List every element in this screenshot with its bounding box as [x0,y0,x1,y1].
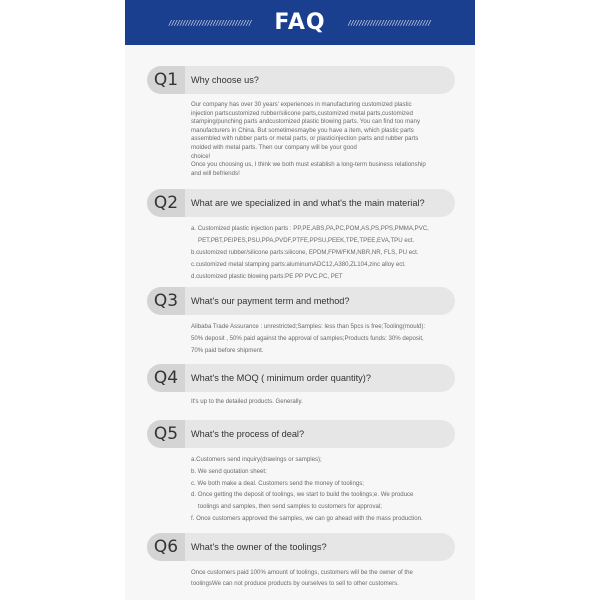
answer-text [191,567,453,589]
answer-line: Once customers paid 100% amount of toolings, customers will be the owner of the [191,569,413,576]
answer-line: c.customized metal stamping parts:aluminumADC12,A380,ZL104,zinc alloy ect. [191,261,406,268]
page-title: FAQ [274,10,326,35]
answer-text [191,223,453,283]
decor-slashes-left: ////////////////////////////// [168,18,252,27]
answer-line: stamping/punching parts andcustomized plastic blowing parts. You can find too many [191,118,420,126]
question-number-badge: Q3 [147,287,185,315]
answer-line: b.customized rubber/silicone parts:silicone, EPDM,FPM/FKM,NBR,NR, FLS, PU ect. [191,249,419,256]
answer-text [191,321,453,357]
answer-line: d.customized plastic blowing parts:PE PP PVC.PC, PET [191,273,343,280]
answer-line: b. We send quotation sheet; [191,467,267,475]
question-number-badge: Q5 [147,420,185,448]
answer-text [191,101,453,178]
answer-line: injection partscustomized rubber/silicone parts,customized metal parts,customized [191,109,413,117]
question-text: What are we specialized in and what's the main material? [191,198,425,208]
faq-page [125,0,475,600]
question-number-badge: Q4 [147,364,185,392]
answer-line: It's up to the detailed products. Generally. [191,398,303,405]
answer-line: Alibaba Trade Assurance : unrestricted;Samples: less than 5pcs is free;Tooling(mould): [191,323,426,330]
question-text: What's the MOQ ( minimum order quantity)? [191,373,371,383]
answer-line: a.Customers send inquiry(drawings or samples); [191,456,322,463]
answer-line: PET,PBT,PEIPES,PSU,PPA,PVDF,PTFE,PPSU,PEEK,TPE,TPEE,EVA,TPU ect. [198,237,415,244]
answer-line: Once you choosing us, I think we both must establish a long-term business relationship [191,161,426,169]
answer-text [191,454,453,525]
question-text: Why choose us? [191,75,259,85]
answer-line: choice! [191,152,211,160]
question-number-badge: Q2 [147,189,185,217]
question-text: What's the process of deal? [191,429,305,439]
answer-line: molded with metal parts. Then our company will be your good [191,143,357,151]
answer-line: d. Once getting the deposit of toolings, we start to build the toolings;e. We produce [191,491,414,499]
question-text: What's our payment term and method? [191,296,350,306]
answer-line: a. Customized plastic injection parts : PP,PE,ABS,PA,PC,POM,AS,PS,PPS,PMMA,PVC, [191,225,429,232]
faq-header [125,0,475,45]
answer-line: and will befriends! [191,169,240,177]
answer-line: c. We both make a deal. Customers send the money of toolings; [191,479,364,487]
question-number-badge: Q6 [147,533,185,561]
answer-line: assembled with rubber parts or metal parts, or plasticinjection parts and rubber parts [191,135,419,143]
answer-line: toolingsWe can not produce products by ourselves to sell to other customers. [191,580,399,587]
question-text: What's the owner of the toolings? [191,542,327,552]
answer-line: toolings and samples, then send samples to customers for approval; [198,503,382,511]
answer-text [191,398,453,407]
question-number-badge: Q1 [147,66,185,94]
answer-line: Our company has over 30 years' experiences in manufacturing customized plastic [191,101,412,108]
answer-line: manufacturers in China. But sometimesmaybe you have a item, which plastic parts [191,126,414,134]
answer-line: f. Once customers approved the samples, we can go ahead with the mass production. [191,514,423,522]
decor-slashes-right: ////////////////////////////// [348,18,431,27]
answer-line: 70% paid before shipment. [191,347,264,354]
answer-line: 50% deposit , 50% paid against the approval of samples;Products funds: 30% deposit, [191,335,424,342]
